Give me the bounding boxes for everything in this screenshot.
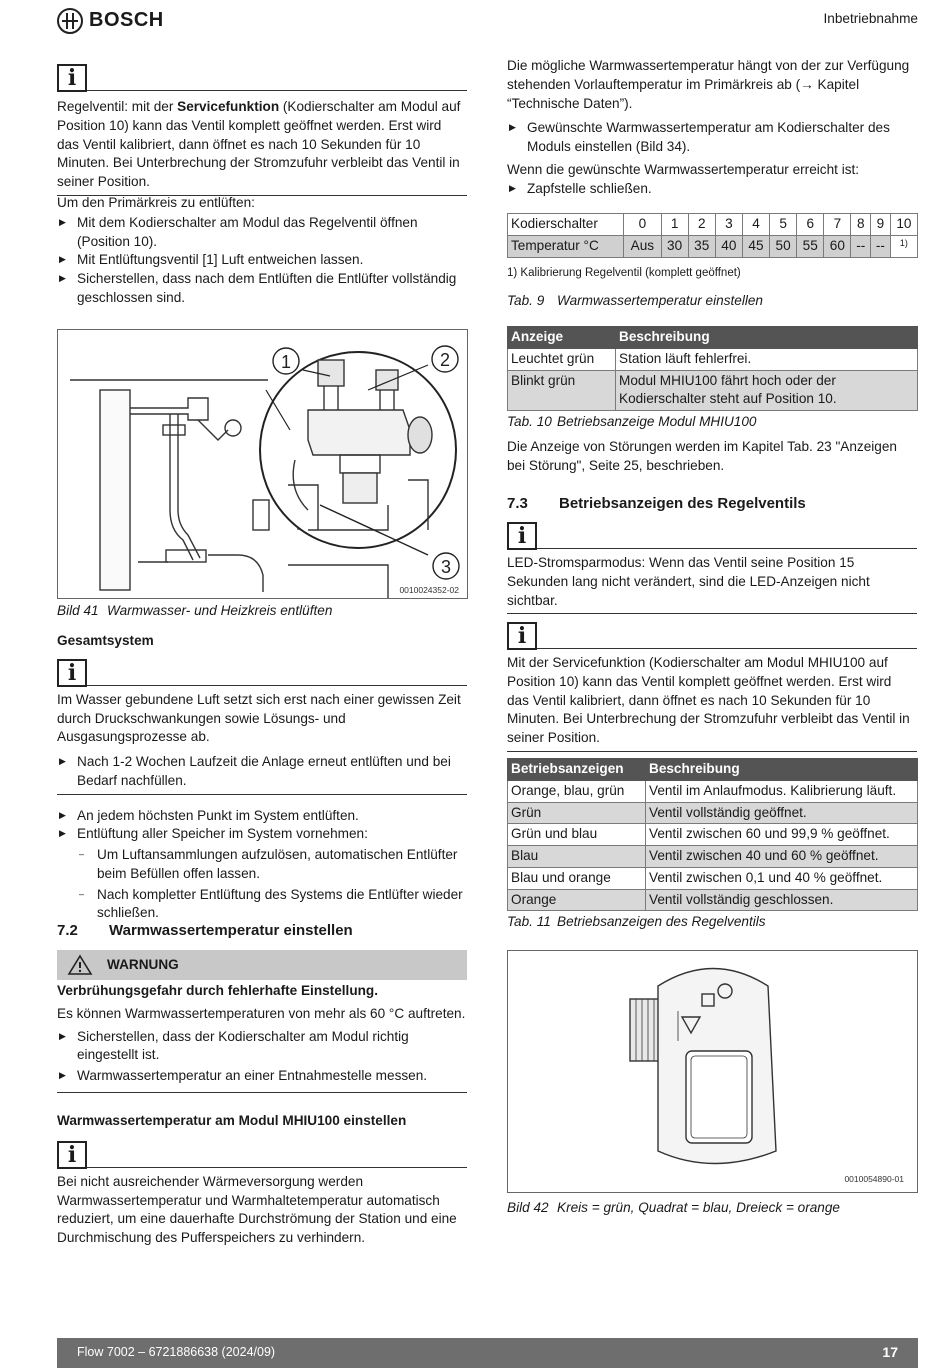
table-cell: 45 <box>742 235 769 257</box>
info-text-mhiu: Bei nicht ausreichender Wärmeversorgung werden Warmwassertemperatur und Warmhaltetemperatur automatisch reduziert, um eine dauerhafte Durchströmung der Station und eine Durchmischung des Pufferspeichers zu verhindern. <box>57 1173 457 1245</box>
info-text-air: Im Wasser gebundene Luft setzt sich erst nach einer gewissen Zeit durch Druckschwankungen sowie Lösungs- und Ausgasungsprozesse ab. <box>57 691 461 745</box>
brand-logo <box>57 8 164 34</box>
info-icon: i <box>507 622 537 650</box>
mhiu-heading: Warmwassertemperatur am Modul MHIU100 einstellen <box>57 1113 407 1128</box>
table-cell: Ventil zwischen 60 und 99,9 % geöffnet. <box>646 824 918 846</box>
warning-steps <box>57 1028 467 1086</box>
table-cell: Grün und blau <box>508 824 646 846</box>
warning-banner <box>57 950 467 980</box>
table-cell: Blinkt grün <box>508 370 616 411</box>
figure-41-caption: Bild 41 Warmwasser- und Heizkreis entlüften <box>57 603 333 618</box>
stoerung-text: Die Anzeige von Störungen werden im Kapitel Tab. 23 "Anzeigen bei Störung", Seite 25, beschrieben. <box>507 438 897 473</box>
table-cell: 35 <box>688 235 715 257</box>
list-item: ▶ Entlüftung aller Speicher im System vornehmen: – Um Luftansammlungen aufzulösen, automatischen Entlüfter beim Befüllen offen lassen. – Nach kompletter Entlüftung des Systems die Entlüfter wieder schließen. <box>57 825 467 923</box>
table-cell: Orange <box>508 889 646 911</box>
table-cell: Ventil im Anlaufmodus. Kalibrierung läuft. <box>646 780 918 802</box>
table-11 <box>507 758 918 932</box>
table-header: Betriebsanzeigen <box>508 759 646 781</box>
brand-name: BOSCH <box>89 9 164 32</box>
table-cell: 50 <box>770 235 797 257</box>
list-item: ▶ Gewünschte Warmwassertemperatur am Kodierschalter des Moduls einstellen (Bild 34). <box>507 119 917 157</box>
warning-label: WARNUNG <box>107 956 179 972</box>
intro-text: Die mögliche Warmwassertemperatur hängt von der zur Verfügung stehenden Vorlauftemperatur im Primärkreis ab (→ Kapitel “Technische Daten”). <box>507 58 910 111</box>
table-cell: Aus <box>624 235 661 257</box>
list-item: ▶ Nach 1-2 Wochen Laufzeit die Anlage erneut entlüften und bei Bedarf nachfüllen. <box>57 753 467 791</box>
page-number: 17 <box>882 1344 898 1361</box>
table-cell: Grün <box>508 802 646 824</box>
table-cell: 4 <box>742 214 769 236</box>
info-block-service <box>507 622 917 752</box>
list-item: ▶ Zapfstelle schließen. <box>507 180 917 199</box>
table-cell: Ventil zwischen 40 und 60 % geöffnet. <box>646 846 918 868</box>
table-cell: -- <box>851 235 871 257</box>
info-block-led <box>507 522 917 614</box>
info-icon: i <box>57 659 87 687</box>
info-icon: i <box>57 64 87 92</box>
primary-vent-section <box>57 194 467 308</box>
list-item: ▶ An jedem höchsten Punkt im System entlüften. <box>57 807 467 826</box>
table-cell: 1 <box>661 214 688 236</box>
valve-actuator-illustration <box>508 951 919 1194</box>
figure-42 <box>507 950 918 1193</box>
table-cell: 8 <box>851 214 871 236</box>
table-10 <box>507 326 918 475</box>
table-header: Beschreibung <box>616 327 918 349</box>
table-cell: 60 <box>824 235 851 257</box>
table-cell: 55 <box>797 235 824 257</box>
figure-42-caption: Bild 42 Kreis = grün, Quadrat = blau, Dreieck = orange <box>507 1200 840 1215</box>
table-cell: Blau und orange <box>508 867 646 889</box>
table-cell: 7 <box>824 214 851 236</box>
table-cell: Station läuft fehlerfrei. <box>616 348 918 370</box>
table-cell: Temperatur °C <box>508 235 624 257</box>
info-icon: i <box>507 522 537 550</box>
callout-1: 1 <box>280 352 292 372</box>
heating-circuit-illustration <box>58 330 468 599</box>
table-9-caption: Tab. 9 Warmwassertemperatur einstellen <box>507 293 763 309</box>
list-item: ▶ Mit dem Kodierschalter am Modul das Regelventil öffnen (Position 10). <box>57 214 467 252</box>
table-cell: 2 <box>688 214 715 236</box>
warning-triangle-icon <box>67 954 93 976</box>
table-cell: Ventil vollständig geschlossen. <box>646 889 918 911</box>
callout-2: 2 <box>439 350 451 370</box>
table-cell: Kodierschalter <box>508 214 624 236</box>
primary-intro: Um den Primärkreis zu entlüften: <box>57 195 255 210</box>
info-icon: i <box>57 1141 87 1169</box>
when-text: Wenn die gewünschte Warmwassertemperatur erreicht ist: <box>507 161 860 177</box>
table-cell: 1) <box>890 235 917 257</box>
table-cell: 10 <box>890 214 917 236</box>
table-cell: Ventil zwischen 0,1 und 40 % geöffnet. <box>646 867 918 889</box>
table-cell: 40 <box>715 235 742 257</box>
table-cell: Modul MHIU100 fährt hoch oder der Kodierschalter steht auf Position 10. <box>616 370 918 411</box>
warning-title: Verbrühungsgefahr durch fehlerhafte Einstellung. <box>57 983 379 998</box>
figure-code: 0010024352-02 <box>399 585 459 595</box>
warning-text: Es können Warmwassertemperaturen von mehr als 60 °C auftreten. <box>57 1005 466 1021</box>
table-cell: 6 <box>797 214 824 236</box>
list-item: ▶ Sicherstellen, dass der Kodierschalter am Modul richtig eingestellt ist. <box>57 1028 467 1066</box>
table-9-footnote: 1) Kalibrierung Regelventil (komplett geöffnet) <box>507 266 741 279</box>
primary-steps <box>57 214 467 308</box>
table-cell: Orange, blau, grün <box>508 780 646 802</box>
list-item: ▶ Mit Entlüftungsventil [1] Luft entweichen lassen. <box>57 251 467 270</box>
table-cell: Leuchtet grün <box>508 348 616 370</box>
sub-list-item: – Um Luftansammlungen aufzulösen, automatischen Entlüfter beim Befüllen offen lassen. <box>77 846 467 884</box>
table-cell: 9 <box>871 214 891 236</box>
table-cell: Blau <box>508 846 646 868</box>
document-id: Flow 7002 – 6721886638 (2024/09) <box>77 1345 276 1360</box>
info-text-regelventil: Regelventil: mit der Servicefunktion (Kodierschalter am Modul auf Position 10) kann das Ventil komplett geöffnet werden. Erst wird das Ventil kalibriert, dann öffnet es nach 10 Sekunden für 10 Minuten. Bei Unterbrechung der Stromzufuhr verbleibt das Ventil in seiner Position. <box>57 99 461 189</box>
section-7-2-heading: 7.2 Warmwassertemperatur einstellen <box>57 922 353 939</box>
sub-list-item: – Nach kompletter Entlüftung des Systems die Entlüfter wieder schließen. <box>77 886 467 924</box>
table-header: Anzeige <box>508 327 616 349</box>
table-cell: 3 <box>715 214 742 236</box>
section-7-3-heading: 7.3 Betriebsanzeigen des Regelventils <box>507 495 806 512</box>
table-10-caption: Tab. 10 Betriebsanzeige Modul MHIU100 <box>507 414 757 429</box>
mhiu-section <box>57 1112 467 1248</box>
info-text-led: LED-Stromsparmodus: Wenn das Ventil seine Position 15 Sekunden lang nicht verändert, sind die LED-Anzeigen nicht sichtbar. <box>507 555 870 608</box>
warmwater-intro <box>507 57 917 198</box>
page-footer <box>57 1338 918 1368</box>
table-cell: 0 <box>624 214 661 236</box>
list-item: ▶ Sicherstellen, dass nach dem Entlüften die Entlüfter vollständig geschlossen sind. <box>57 270 467 308</box>
figure-41 <box>57 329 468 599</box>
info-block-regelventil <box>57 64 467 196</box>
table-9 <box>507 213 918 311</box>
table-header: Beschreibung <box>646 759 918 781</box>
system-steps <box>57 807 467 924</box>
gesamtsystem-section <box>57 632 467 923</box>
table-cell: 30 <box>661 235 688 257</box>
table-cell: 5 <box>770 214 797 236</box>
section-title: Inbetriebnahme <box>823 11 918 26</box>
list-item: ▶ Warmwassertemperatur an einer Entnahmestelle messen. <box>57 1067 467 1086</box>
gesamtsystem-heading: Gesamtsystem <box>57 633 154 648</box>
bosch-armature-icon <box>57 8 83 34</box>
warning-block <box>57 950 467 1093</box>
info-text-service: Mit der Servicefunktion (Kodierschalter am Modul MHIU100 auf Position 10) kann das Ventil komplett geöffnet werden. Erst wird das Ventil kalibriert, dann öffnet es nach 10 Sekunden für 10 Minuten. Bei Unterbrechung der Stromzufuhr verbleibt das Ventil in seiner Position. <box>507 655 910 745</box>
table-11-caption: Tab. 11 Betriebsanzeigen des Regelventils <box>507 914 766 930</box>
table-cell: -- <box>871 235 891 257</box>
table-cell: Ventil vollständig geöffnet. <box>646 802 918 824</box>
callout-3: 3 <box>440 557 452 577</box>
figure-code: 0010054890-01 <box>844 1174 904 1184</box>
